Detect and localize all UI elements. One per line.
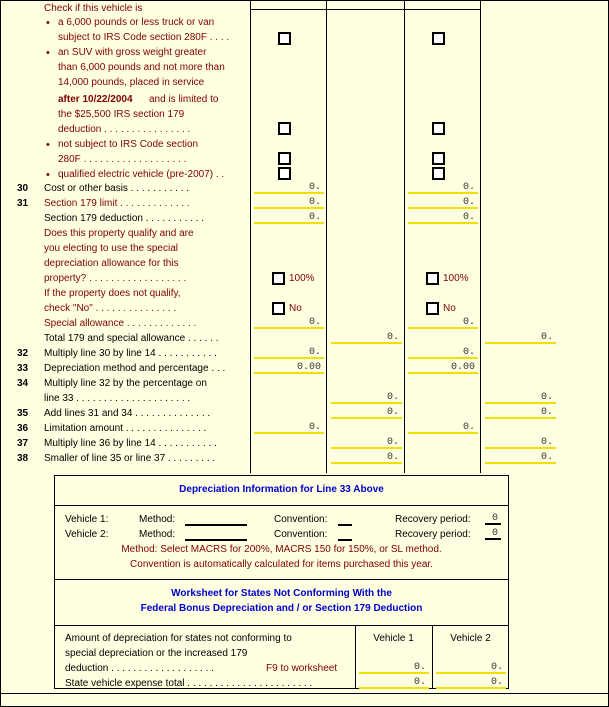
checkbox-suv-v1[interactable] — [278, 122, 291, 135]
no-label-v2: No — [443, 303, 456, 314]
line-38-label: Smaller of line 35 or line 37 . . . . . . . . . — [44, 453, 216, 464]
line36-v2-field[interactable]: 0. — [408, 422, 478, 434]
recovery-label-v2: Recovery period: — [395, 529, 471, 540]
checkbox-suv-v2[interactable] — [432, 122, 445, 135]
sec179-deduction-label: Section 179 deduction . . . . . . . . . . . — [44, 213, 205, 224]
col-vehicle2: Vehicle 2 — [450, 633, 491, 644]
opt2-line1: an SUV with gross weight greater — [58, 47, 207, 58]
line-number-35: 35 — [17, 408, 29, 419]
states-title-1: Worksheet for States Not Conforming With the — [171, 588, 392, 599]
checkbox-no-v2[interactable] — [426, 302, 439, 315]
col-divider — [250, 1, 251, 473]
method-v1-field[interactable] — [185, 513, 247, 526]
bullet: • — [46, 47, 50, 59]
opt2-line4a: after 10/22/2004 — [58, 94, 133, 105]
amount-line1: Amount of depreciation for states not conforming to — [65, 633, 292, 644]
special-allowance-v1-field[interactable]: 0. — [254, 317, 324, 329]
vehicle-check-header: Check if this vehicle is — [44, 3, 143, 14]
opt2-line4b: and is limited to — [149, 94, 219, 105]
line-number-37: 37 — [17, 438, 29, 449]
checkbox-280f-v1[interactable] — [278, 32, 291, 45]
line-35-label: Add lines 31 and 34 . . . . . . . . . . . . . . — [44, 408, 211, 419]
line32-v2-field[interactable]: 0. — [408, 347, 478, 359]
opt1-line1: a 6,000 pounds or less truck or van — [58, 17, 215, 28]
checkbox-100pct-v2[interactable] — [426, 272, 439, 285]
checkbox-not280f-v1[interactable] — [278, 152, 291, 165]
sec179-limit-v1-field[interactable]: 0. — [254, 197, 324, 209]
total-179-v1-field[interactable]: 0. — [331, 332, 402, 344]
method-v2-field[interactable] — [185, 528, 247, 541]
checkbox-no-v1[interactable] — [272, 302, 285, 315]
col-vehicle1: Vehicle 1 — [373, 633, 414, 644]
line-31-label: Section 179 limit . . . . . . . . . . . . . — [44, 198, 190, 209]
amount-line2: special depreciation or the increased 179 — [65, 648, 248, 659]
total-179-v2-field[interactable]: 0. — [485, 332, 556, 344]
method-label-v1: Method: — [139, 514, 176, 525]
bullet: • — [46, 139, 50, 151]
line-number-30: 30 — [17, 183, 29, 194]
line-30-label: Cost or other basis . . . . . . . . . . . — [44, 183, 190, 194]
pct-label-v1: 100% — [289, 273, 315, 284]
state-total-v1-field[interactable]: 0. — [359, 677, 429, 689]
convention-v2-field[interactable] — [338, 528, 352, 541]
line36-v1-field[interactable]: 0. — [254, 422, 324, 434]
line-32-label: Multiply line 30 by line 14 . . . . . . . . . . . — [44, 348, 217, 359]
checkbox-280f-v2[interactable] — [432, 32, 445, 45]
state-total-v2-field[interactable]: 0. — [436, 677, 506, 689]
line-number-33: 33 — [17, 363, 29, 374]
table-rule — [54, 625, 509, 626]
opt2-line3: 14,000 pounds, placed in service — [58, 77, 205, 88]
not-qualify-line2: check "No" . . . . . . . . . . . . . . . — [44, 303, 177, 314]
convention-note: Convention is automatically calculated for items purchased this year. — [130, 559, 433, 570]
total-179-label: Total 179 and special allowance . . . . . . — [44, 333, 219, 344]
line34-v2-field[interactable]: 0. — [485, 392, 556, 404]
line32-v1-field[interactable]: 0. — [254, 347, 324, 359]
line-34-label2: line 33 . . . . . . . . . . . . . . . . . . . . . — [44, 393, 191, 404]
line33-v1-field[interactable]: 0.00 — [254, 362, 324, 374]
line-number-31: 31 — [17, 198, 29, 209]
line-36-label: Limitation amount . . . . . . . . . . . . . . . — [44, 423, 207, 434]
opt2-line2: than 6,000 pounds and not more than — [58, 62, 225, 73]
recovery-v2-field[interactable]: 0 — [485, 528, 501, 540]
bonus-q-line3: depreciation allowance for this — [44, 258, 179, 269]
line35-v1-field[interactable]: 0. — [331, 407, 402, 419]
box-rule — [54, 505, 509, 506]
col-header-rule — [250, 9, 481, 10]
line38-v1-field[interactable]: 0. — [331, 452, 402, 464]
opt1-line2: subject to IRS Code section 280F . . . . — [58, 32, 230, 43]
line37-v1-field[interactable]: 0. — [331, 437, 402, 449]
f9-worksheet-hint: F9 to worksheet — [266, 663, 338, 674]
bullet: • — [46, 17, 50, 29]
bonus-q-line2: you electing to use the special — [44, 243, 178, 254]
dep-info-title: Depreciation Information for Line 33 Above — [179, 484, 384, 495]
no-label-v1: No — [289, 303, 302, 314]
col-divider — [326, 1, 327, 473]
state-amount-v2-field[interactable]: 0. — [436, 662, 506, 674]
special-allowance-label: Special allowance . . . . . . . . . . . . . — [44, 318, 197, 329]
checkbox-electric-v1[interactable] — [278, 167, 291, 180]
line-number-34: 34 — [17, 378, 29, 389]
col-divider — [404, 1, 405, 473]
bullet: • — [46, 169, 50, 181]
box-rule — [54, 579, 509, 580]
opt3-line1: not subject to IRS Code section — [58, 139, 199, 150]
cost-basis-v1-field[interactable]: 0. — [254, 182, 324, 194]
amount-line3: deduction . . . . . . . . . . . . . . . . . . . — [65, 663, 214, 674]
checkbox-100pct-v1[interactable] — [272, 272, 285, 285]
state-amount-v1-field[interactable]: 0. — [359, 662, 429, 674]
opt3-line2: 280F . . . . . . . . . . . . . . . . . . . — [58, 154, 187, 165]
line-37-label: Multiply line 36 by line 14 . . . . . . . . . . . — [44, 438, 217, 449]
cost-basis-v2-field[interactable]: 0. — [408, 182, 478, 194]
convention-label-v1: Convention: — [274, 514, 328, 525]
recovery-v1-field[interactable]: 0 — [485, 513, 501, 525]
line-34-label: Multiply line 32 by the percentage on — [44, 378, 207, 389]
special-allowance-v2-field[interactable]: 0. — [408, 317, 478, 329]
sec179-deduction-v2-field[interactable]: 0. — [408, 212, 478, 224]
line34-v1-field[interactable]: 0. — [331, 392, 402, 404]
opt2-line6: deduction . . . . . . . . . . . . . . . . — [58, 124, 191, 135]
bonus-q-line1: Does this property qualify and are — [44, 228, 194, 239]
line-33-label: Depreciation method and percentage . . . — [44, 363, 226, 374]
line33-v2-field[interactable]: 0.00 — [408, 362, 478, 374]
bottom-rule — [1, 693, 608, 694]
line37-v2-field[interactable]: 0. — [485, 437, 556, 449]
opt4-line: qualified electric vehicle (pre-2007) . . — [58, 169, 225, 180]
line-number-36: 36 — [17, 423, 29, 434]
pct-label-v2: 100% — [443, 273, 469, 284]
recovery-label-v1: Recovery period: — [395, 514, 471, 525]
opt2-line5: the $25,500 IRS section 179 — [58, 109, 185, 120]
vehicle1-label: Vehicle 1: — [65, 514, 109, 525]
vehicle2-label: Vehicle 2: — [65, 529, 109, 540]
states-title-2: Federal Bonus Depreciation and / or Section 179 Deduction — [140, 603, 423, 614]
col-divider — [480, 1, 481, 473]
line35-v2-field[interactable]: 0. — [485, 407, 556, 419]
not-qualify-line1: If the property does not qualify, — [44, 288, 181, 299]
line-number-38: 38 — [17, 453, 29, 464]
bonus-q-line4: property? . . . . . . . . . . . . . . . . . . — [44, 273, 187, 284]
line38-v2-field[interactable]: 0. — [485, 452, 556, 464]
checkbox-electric-v2[interactable] — [432, 167, 445, 180]
method-note: Method: Select MACRS for 200%, MACRS 150 for 150%, or SL method. — [121, 544, 442, 555]
sec179-limit-v2-field[interactable]: 0. — [408, 197, 478, 209]
convention-label-v2: Convention: — [274, 529, 328, 540]
line-number-32: 32 — [17, 348, 29, 359]
method-label-v2: Method: — [139, 529, 176, 540]
convention-v1-field[interactable] — [338, 513, 352, 526]
state-total-label: State vehicle expense total . . . . . . . . . . . . . . . . . . . . . . . — [65, 678, 313, 689]
sec179-deduction-v1-field[interactable]: 0. — [254, 212, 324, 224]
checkbox-not280f-v2[interactable] — [432, 152, 445, 165]
